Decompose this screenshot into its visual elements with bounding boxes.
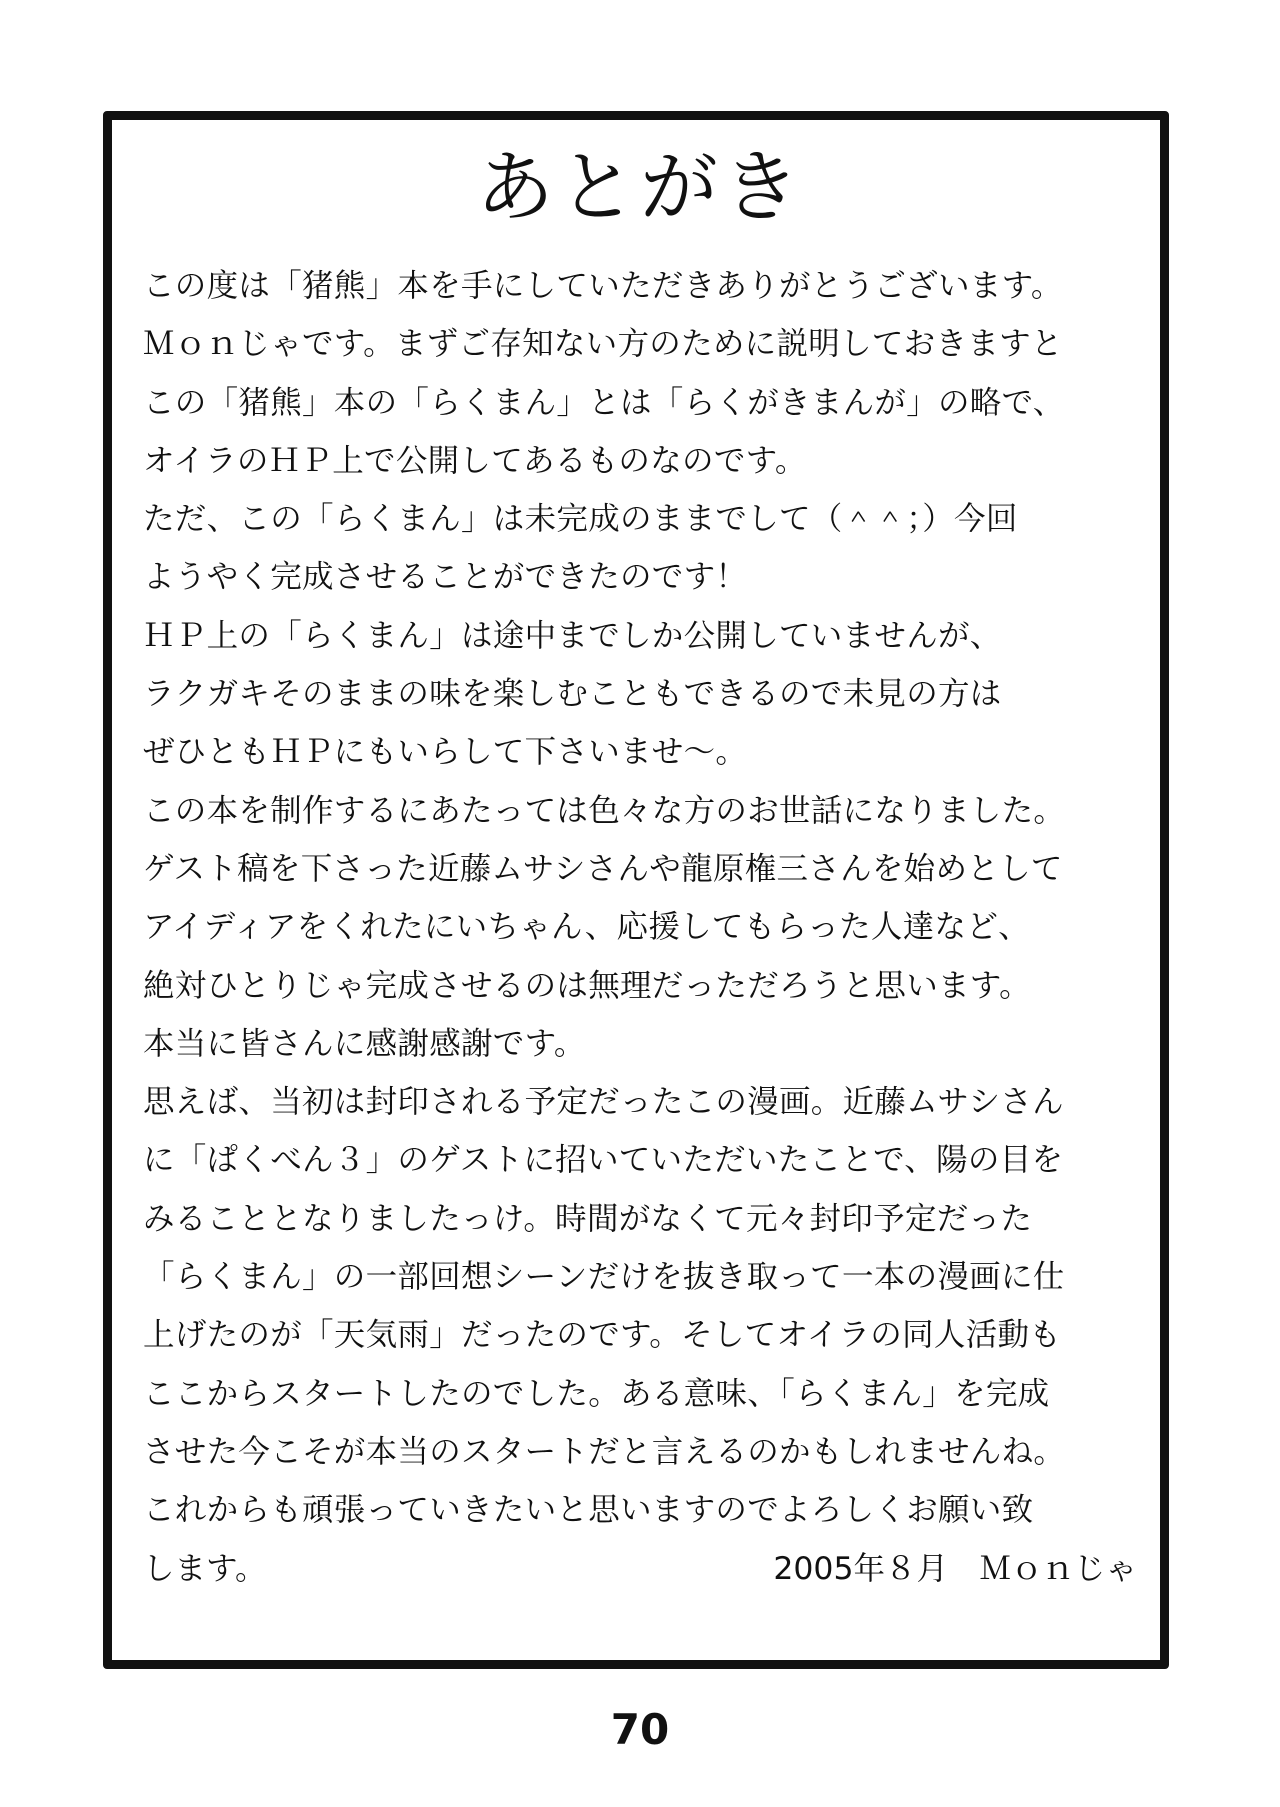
text-line: 「らくまん」の一部回想シーンだけを抜き取って一本の漫画に仕: [143, 1259, 1065, 1296]
text-line: Ｍｏｎじゃです。まずご存知ない方のために説明しておきますと: [143, 326, 1063, 363]
text-line: この本を制作するにあたっては色々な方のお世話になりました。: [143, 792, 1066, 829]
text-line: この度は「猪熊」本を手にしていただきありがとうございます。: [143, 268, 1063, 304]
text-line: ＨＰ上の「らくまん」は途中までしか公開していませんが、: [143, 617, 1002, 654]
text-line: 絶対ひとりじゃ完成させるのは無理だっただろうと思います。: [143, 967, 1031, 1004]
text-line: この「猪熊」本の「らくまん」とは「らくがきまんが」の略で、: [143, 384, 1065, 421]
page-title: あとがき: [475, 143, 804, 233]
text-line: ただ、この「らくまん」は未完成のままでして（＾＾；）今回: [143, 501, 1018, 538]
text-line: に「ぱくべん３」のゲストに招いていただいたことで、陽の目を: [143, 1142, 1064, 1179]
text-line: ラクガキそのままの味を楽しむこともできるので未見の方は: [143, 676, 1002, 713]
text-line: ぜひともＨＰにもいらして下さいませ〜。: [143, 734, 748, 771]
signature: 2005年８月 Ｍｏｎじゃ: [773, 1550, 1137, 1587]
page-number: 70: [610, 1705, 670, 1754]
text-line: させた今こそが本当のスタートだと言えるのかもしれませんね。: [143, 1433, 1066, 1470]
text-line: アイディアをくれたにいちゃん、応援してもらった人達など、: [143, 909, 1030, 946]
closing-line: します。: [143, 1550, 267, 1587]
text-line: 思えば、当初は封印される予定だったこの漫画。近藤ムサシさん: [143, 1084, 1064, 1121]
text-line: オイラのＨＰ上で公開してあるものなのです。: [143, 442, 807, 479]
text-line: ゲスト稿を下さった近藤ムサシさんや龍原権三さんを始めとして: [143, 850, 1063, 887]
text-line: 上げたのが「天気雨」だったのです。そしてオイラの同人活動も: [143, 1317, 1062, 1354]
text-line: 本当に皆さんに感謝感謝です。: [143, 1025, 586, 1062]
text-line: ようやく完成させることができたのです！: [143, 559, 748, 596]
text-line: これからも頑張っていきたいと思いますのでよろしくお願い致: [143, 1492, 1034, 1529]
afterword-text: [143, 257, 1143, 1598]
text-line: ここからスタートしたのでした。ある意味、「らくまん」を完成: [143, 1375, 1050, 1412]
text-line: みることとなりましたっけ。時間がなくて元々封印予定だった: [143, 1200, 1033, 1237]
closing-row: [143, 1540, 1143, 1598]
